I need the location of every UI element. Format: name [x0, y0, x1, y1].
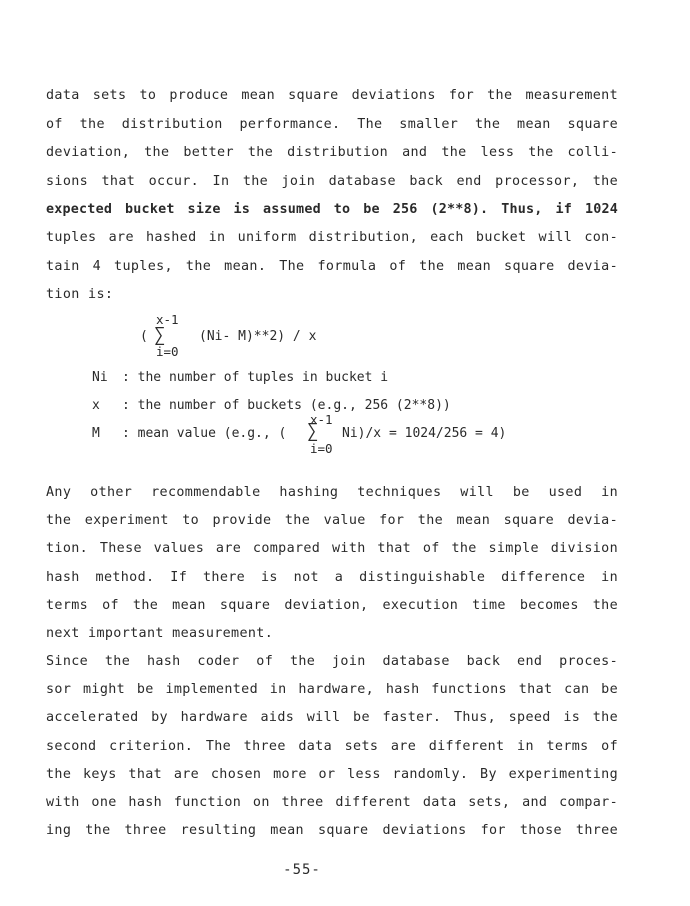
definition-symbol: Ni [92, 370, 108, 385]
formula-open-paren: ( [140, 329, 148, 344]
summation-sigma: ∑ [154, 324, 166, 346]
text-line: tuples are hashed in uniform distribution, each bucket will con- [46, 230, 618, 245]
text-line: accelerated by hardware aids will be faster. Thus, speed is the [46, 710, 618, 725]
text-line: the experiment to provide the value for the mean square devia- [46, 513, 618, 528]
definition-text-after: Ni)/x = 1024/256 = 4) [342, 426, 507, 441]
text-line: tion is: [46, 287, 114, 302]
mean-upper-limit: x-1 [310, 412, 333, 427]
text-line: sor might be implemented in hardware, hash functions that can be [46, 682, 618, 697]
formula-upper-limit: x-1 [156, 312, 179, 327]
text-line: ing the three resulting mean square deviations for those three [46, 823, 618, 838]
mean-lower-limit: i=0 [310, 441, 333, 456]
text-line: expected bucket size is assumed to be 256 (2**8). Thus, if 1024 [46, 202, 618, 217]
definition-text: : mean value (e.g., ( [122, 426, 287, 441]
text-line: deviation, the better the distribution and the less the colli- [46, 145, 618, 160]
text-line: of the distribution performance. The smaller the mean square [46, 117, 618, 132]
text-line: terms of the mean square deviation, execution time becomes the [46, 598, 618, 613]
text-line: next important measurement. [46, 626, 274, 641]
text-line: tain 4 tuples, the mean. The formula of the mean square devia- [46, 259, 618, 274]
definition-symbol: x [92, 398, 100, 413]
mean-summation-sigma: ∑ [307, 420, 319, 442]
text-line: Since the hash coder of the join database back end proces- [46, 654, 618, 669]
text-line: sions that occur. In the join database back end processor, the [46, 174, 618, 189]
page-number: -55- [283, 862, 321, 878]
formula-lower-limit: i=0 [156, 344, 179, 359]
text-line: the keys that are chosen more or less randomly. By experimenting [46, 767, 618, 782]
definition-text: : the number of buckets (e.g., 256 (2**8)) [122, 398, 451, 413]
definition-symbol: M [92, 426, 100, 441]
formula-body: (Ni- M)**2) / x [199, 329, 317, 344]
text-line: hash method. If there is not a distinguishable difference in [46, 570, 618, 585]
text-line: second criterion. The three data sets are different in terms of [46, 739, 618, 754]
text-line: tion. These values are compared with that of the simple division [46, 541, 618, 556]
text-line: Any other recommendable hashing techniques will be used in [46, 485, 618, 500]
text-line: with one hash function on three different data sets, and compar- [46, 795, 618, 810]
text-line: data sets to produce mean square deviations for the measurement [46, 88, 618, 103]
definition-text: : the number of tuples in bucket i [122, 370, 389, 385]
